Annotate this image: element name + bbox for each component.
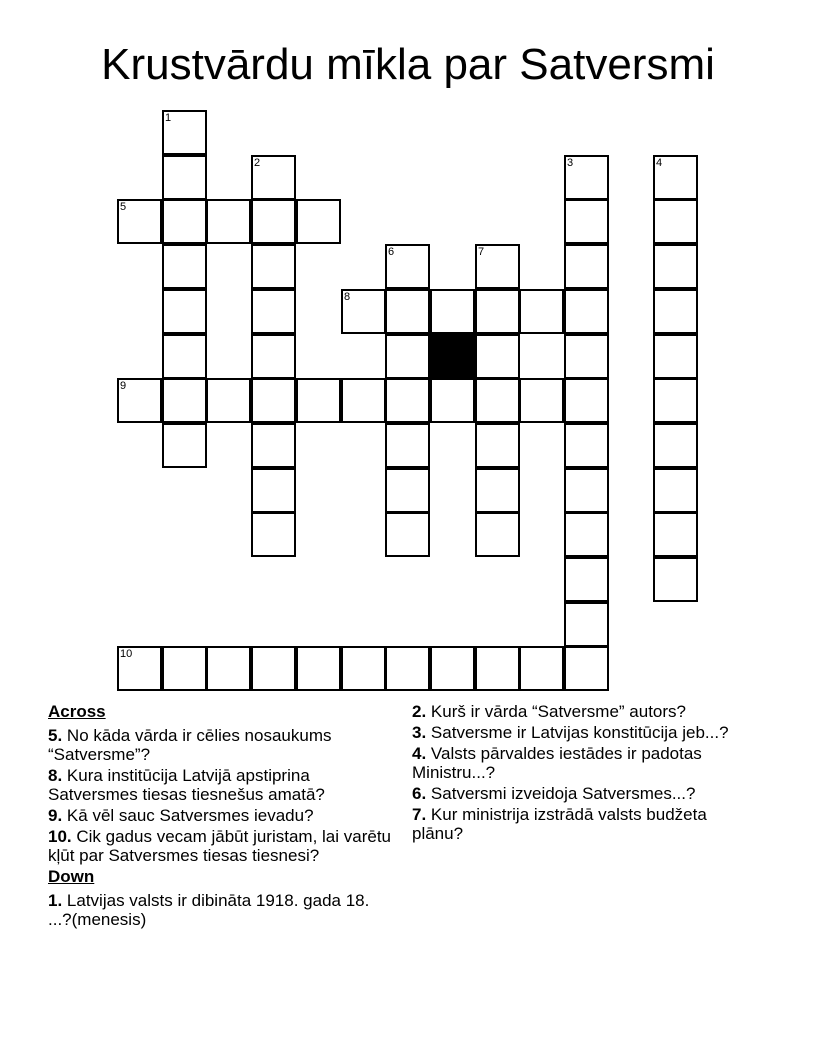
grid-cell[interactable]: [162, 155, 207, 200]
clue-item: [412, 702, 752, 721]
grid-cell[interactable]: [475, 468, 520, 513]
grid-cell[interactable]: [653, 289, 698, 334]
clue-item-number: 6.: [412, 784, 427, 803]
clue-item-text: Kā vēl sauc Satversmes ievadu?: [66, 806, 314, 825]
grid-cell[interactable]: [564, 199, 609, 244]
page-title: Krustvārdu mīkla par Satversmi: [101, 40, 715, 89]
clue-item-text: Cik gadus vecam jābūt juristam, lai varētu kļūt par Satversmes tiesas tiesnesi?: [48, 827, 392, 865]
grid-cell[interactable]: [653, 334, 698, 379]
clue-item-text: Satversme ir Latvijas konstitūcija jeb...?: [430, 723, 729, 742]
grid-cell[interactable]: [385, 378, 430, 423]
clue-item-number: 8.: [48, 766, 63, 785]
clue-item: [48, 766, 393, 804]
grid-cell[interactable]: [341, 646, 386, 691]
grid-cell[interactable]: [653, 244, 698, 289]
clue-item-text: Kur ministrija izstrādā valsts budžeta plānu?: [412, 805, 707, 843]
grid-cell[interactable]: [475, 512, 520, 557]
clue-item-text: Valsts pārvaldes iestādes ir padotas Ministru...?: [412, 744, 702, 782]
clue-item: [48, 806, 393, 825]
clue-item-number: 4.: [412, 744, 427, 763]
grid-cell[interactable]: [564, 512, 609, 557]
clue-item-number: 1.: [48, 891, 63, 910]
grid-cell[interactable]: [162, 423, 207, 468]
grid-cell[interactable]: [296, 199, 341, 244]
grid-cell[interactable]: [117, 646, 162, 691]
clue-item-number: 7.: [412, 805, 427, 824]
grid-cell[interactable]: [564, 557, 609, 602]
grid-cell[interactable]: [251, 289, 296, 334]
clue-item-number: 10.: [48, 827, 72, 846]
grid-cell[interactable]: [564, 602, 609, 647]
grid-cell[interactable]: [475, 244, 520, 289]
clue-item-text: Kurš ir vārda “Satversme” autors?: [430, 702, 687, 721]
grid-cell[interactable]: [117, 378, 162, 423]
clue-item: [412, 784, 752, 803]
clues-left-column: [48, 702, 393, 931]
grid-cell[interactable]: [519, 378, 564, 423]
grid-cell[interactable]: [430, 378, 475, 423]
clue-number: 10: [120, 648, 133, 660]
grid-cell[interactable]: [251, 199, 296, 244]
grid-cell[interactable]: [251, 646, 296, 691]
grid-cell[interactable]: [653, 468, 698, 513]
grid-cell[interactable]: [296, 378, 341, 423]
clue-number: 8: [344, 291, 351, 303]
grid-cell[interactable]: [430, 646, 475, 691]
grid-cell[interactable]: [162, 110, 207, 155]
grid-cell[interactable]: [653, 378, 698, 423]
grid-cell[interactable]: [385, 512, 430, 557]
grid-cell[interactable]: [206, 378, 251, 423]
grid-cell[interactable]: [162, 199, 207, 244]
clue-number: 3: [567, 157, 574, 169]
grid-cell[interactable]: [296, 646, 341, 691]
grid-cell[interactable]: [475, 289, 520, 334]
clue-item: [48, 726, 393, 764]
down-clue-list-continued: [412, 702, 752, 843]
grid-cell[interactable]: [653, 423, 698, 468]
grid-cell[interactable]: [385, 244, 430, 289]
clue-item-text: No kāda vārda ir cēlies nosaukums “Satversme”?: [48, 726, 332, 764]
grid-cell[interactable]: [653, 557, 698, 602]
grid-cell[interactable]: [162, 378, 207, 423]
grid-cell[interactable]: [251, 468, 296, 513]
grid-cell[interactable]: [251, 244, 296, 289]
grid-cell[interactable]: [385, 468, 430, 513]
clue-number: 7: [478, 246, 485, 258]
down-heading: Down: [48, 867, 95, 886]
clue-item-text: Satversmi izveidoja Satversmes...?: [430, 784, 696, 803]
grid-cell[interactable]: [206, 199, 251, 244]
grid-cell[interactable]: [564, 468, 609, 513]
grid-cell[interactable]: [251, 378, 296, 423]
clue-number: 4: [656, 157, 663, 169]
grid-cell[interactable]: [430, 289, 475, 334]
clue-item: [48, 891, 393, 929]
grid-cell[interactable]: [653, 199, 698, 244]
grid-cell[interactable]: [206, 646, 251, 691]
grid-cell[interactable]: [519, 646, 564, 691]
grid-cell[interactable]: [475, 378, 520, 423]
grid-cell[interactable]: [653, 155, 698, 200]
clue-item-number: 5.: [48, 726, 63, 745]
grid-cell[interactable]: [564, 155, 609, 200]
grid-cell[interactable]: [564, 378, 609, 423]
clue-item: [412, 723, 752, 742]
clue-number: 2: [254, 157, 261, 169]
grid-cell[interactable]: [251, 155, 296, 200]
down-clue-list: [48, 891, 393, 929]
grid-cell[interactable]: [564, 244, 609, 289]
grid-cell[interactable]: [564, 289, 609, 334]
grid-cell[interactable]: [117, 199, 162, 244]
across-clue-list: [48, 726, 393, 865]
grid-cell[interactable]: [251, 423, 296, 468]
clue-item-text: Latvijas valsts ir dibināta 1918. gada 18. ...?(menesis): [48, 891, 370, 929]
grid-cell[interactable]: [475, 423, 520, 468]
grid-block-cell: [430, 334, 475, 379]
grid-cell[interactable]: [341, 289, 386, 334]
grid-cell[interactable]: [385, 423, 430, 468]
grid-cell[interactable]: [341, 378, 386, 423]
across-heading: Across: [48, 702, 106, 721]
grid-cell[interactable]: [162, 646, 207, 691]
grid-cell[interactable]: [564, 423, 609, 468]
clues-right-column: [412, 702, 752, 845]
clue-item-number: 3.: [412, 723, 427, 742]
grid-cell[interactable]: [251, 334, 296, 379]
grid-cell[interactable]: [162, 334, 207, 379]
grid-cell[interactable]: [564, 646, 609, 691]
grid-cell[interactable]: [385, 289, 430, 334]
clue-item: [412, 744, 752, 782]
clue-number: 1: [165, 112, 172, 124]
grid-cell[interactable]: [653, 512, 698, 557]
clue-item: [412, 805, 752, 843]
grid-cell[interactable]: [385, 646, 430, 691]
clue-item-text: Kura institūcija Latvijā apstiprina Satversmes tiesas tiesnešus amatā?: [48, 766, 325, 804]
grid-cell[interactable]: [251, 512, 296, 557]
clue-number: 5: [120, 201, 127, 213]
grid-cell[interactable]: [519, 289, 564, 334]
grid-cell[interactable]: [475, 646, 520, 691]
clue-item: [48, 827, 393, 865]
clue-number: 9: [120, 380, 127, 392]
clue-number: 6: [388, 246, 395, 258]
clue-item-number: 9.: [48, 806, 63, 825]
clue-item-number: 2.: [412, 702, 427, 721]
grid-cell[interactable]: [162, 244, 207, 289]
grid-cell[interactable]: [564, 334, 609, 379]
grid-cell[interactable]: [475, 334, 520, 379]
grid-cell[interactable]: [385, 334, 430, 379]
grid-cell[interactable]: [162, 289, 207, 334]
